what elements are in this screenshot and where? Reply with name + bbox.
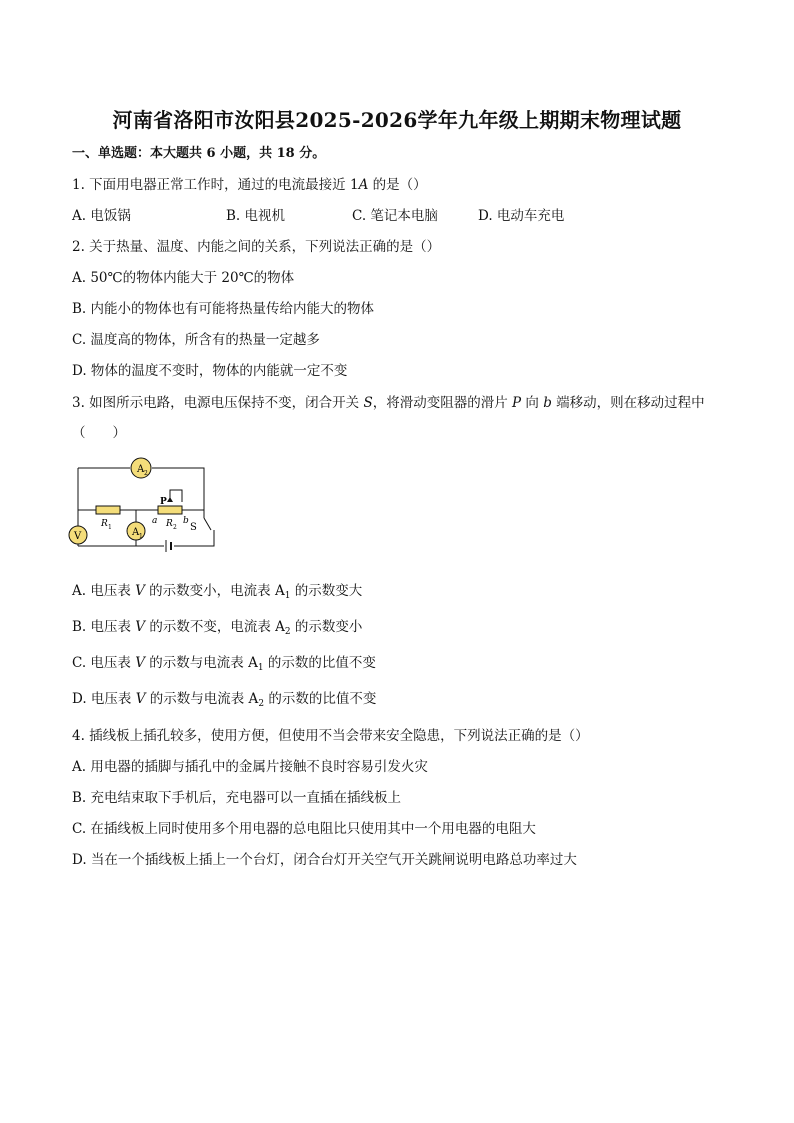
q3b-pre: B. 电压表 — [72, 619, 136, 635]
end-b-label: b — [183, 516, 189, 526]
r1-sub-label: 1 — [108, 524, 112, 531]
question-3-stem — [72, 394, 705, 412]
q3c-post: 的示数的比值不变 — [263, 655, 376, 671]
q3c-sub: 1 — [257, 663, 264, 673]
q1-option-b[interactable]: B. 电视机 — [226, 208, 286, 224]
q3c-pre: C. 电压表 — [72, 655, 136, 671]
slider-p-label: P — [160, 497, 167, 507]
q3-option-d[interactable] — [72, 690, 376, 713]
q3-stem-s: S — [363, 395, 373, 411]
q3b-sub: 2 — [284, 627, 291, 637]
q3-option-b[interactable] — [72, 618, 362, 641]
q4-option-a[interactable]: A. 用电器的插脚与插孔中的金属片接触不良时容易引发火灾 — [72, 759, 428, 775]
q3b-mid: 的示数不变，电流表 A — [145, 619, 285, 635]
rheostat-r2-icon — [158, 506, 182, 514]
q4-option-c[interactable]: C. 在插线板上同时使用多个用电器的总电阻比只使用其中一个用电器的电阻大 — [72, 821, 536, 837]
end-a-label: a — [152, 516, 158, 526]
question-2-stem: 2. 关于热量、温度、内能之间的关系，下列说法正确的是（） — [72, 239, 441, 255]
a1-sub-label: 1 — [139, 533, 143, 540]
q3a-v: V — [135, 583, 145, 599]
circuit-diagram — [66, 450, 216, 570]
r2-sub-label: 2 — [173, 524, 177, 531]
q3-stem-d: 端移动，则在移动过程中 — [551, 395, 705, 411]
q3d-v: V — [135, 691, 146, 707]
a1-label: A — [132, 527, 140, 538]
battery-icon — [166, 540, 171, 552]
q3-stem-a: 3. 如图所示电路，电源电压保持不变，闭合开关 — [72, 395, 364, 411]
q3c-mid: 的示数与电流表 A — [144, 655, 258, 671]
r2-label: R — [166, 519, 173, 529]
q3-answer-paren: （ ） — [72, 425, 126, 441]
q2-option-a[interactable]: A. 50℃的物体内能大于 20℃的物体 — [72, 270, 295, 286]
q2-option-d[interactable]: D. 物体的温度不变时，物体的内能就一定不变 — [72, 363, 348, 379]
q3a-post: 的示数变大 — [290, 583, 363, 599]
q1-option-d[interactable]: D. 电动车充电 — [478, 208, 565, 224]
q3d-mid: 的示数与电流表 A — [145, 691, 259, 707]
q1-stem-post: 的是（） — [368, 177, 427, 193]
slider-arrow-icon — [167, 497, 173, 502]
q3b-v: V — [135, 619, 146, 635]
switch-s-label: S — [190, 522, 197, 533]
page-title: 河南省洛阳市汝阳县2025-2026学年九年级上期期末物理试题 — [112, 108, 682, 132]
q3-stem-p: P — [512, 395, 522, 411]
question-4-stem: 4. 插线板上插孔较多，使用方便，但使用不当会带来安全隐患，下列说法正确的是（） — [72, 728, 589, 744]
section-header: 一、单选题：本大题共 6 小题，共 18 分。 — [72, 146, 326, 161]
q3-stem-bend: b — [543, 395, 552, 411]
v-label: V — [74, 531, 82, 542]
q3d-sub: 2 — [258, 699, 265, 709]
q3-option-a[interactable] — [72, 582, 362, 605]
q2-option-c[interactable]: C. 温度高的物体，所含有的热量一定越多 — [72, 332, 320, 348]
q4-option-b[interactable]: B. 充电结束取下手机后，充电器可以一直插在插线板上 — [72, 790, 402, 806]
q3a-pre: A. 电压表 — [72, 583, 136, 599]
q2-option-b[interactable]: B. 内能小的物体也有可能将热量传给内能大的物体 — [72, 301, 375, 317]
q3b-post: 的示数变小 — [290, 619, 363, 635]
q3-stem-c: 向 — [521, 395, 544, 411]
a2-label: A — [137, 464, 145, 475]
q3c-v: V — [135, 655, 145, 671]
q1-option-c[interactable]: C. 笔记本电脑 — [352, 208, 438, 224]
resistor-r1-icon — [96, 506, 120, 514]
q3-stem-b: ，将滑动变阻器的滑片 — [372, 395, 513, 411]
r1-label: R — [101, 519, 108, 529]
q3d-post: 的示数的比值不变 — [264, 691, 377, 707]
q1-stem-pre: 1. 下面用电器正常工作时，通过的电流最接近 1 — [72, 177, 359, 193]
q3a-mid: 的示数变小，电流表 A — [144, 583, 285, 599]
q3a-sub: 1 — [284, 591, 291, 601]
q3d-pre: D. 电压表 — [72, 691, 136, 707]
q3-option-c[interactable] — [72, 654, 376, 677]
q4-option-d[interactable]: D. 当在一个插线板上插上一个台灯，闭合台灯开关空气开关跳闸说明电路总功率过大 — [72, 852, 577, 868]
q1-stem-unit: A — [358, 177, 369, 193]
a2-sub-label: 2 — [144, 470, 148, 477]
q1-option-a[interactable]: A. 电饭锅 — [72, 208, 131, 224]
question-1-stem — [72, 176, 427, 194]
